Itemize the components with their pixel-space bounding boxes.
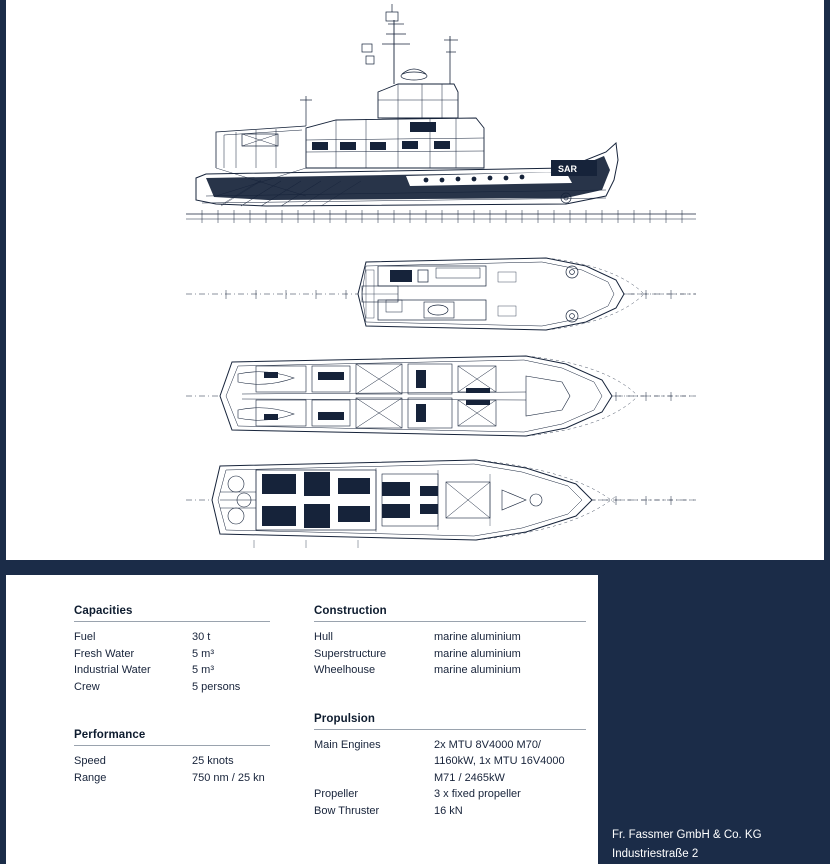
spec-row [74, 770, 274, 787]
heading-rule [314, 621, 586, 622]
row-label: Wheelhouse [314, 664, 376, 676]
spec-column-left [74, 605, 274, 808]
row-label: Hull [314, 631, 333, 643]
row-label: Superstructure [314, 647, 387, 660]
row-label: Fuel [74, 631, 96, 643]
row-value [434, 737, 584, 787]
company-name: Fr. Fassmer GmbH & Co. KG [612, 829, 762, 841]
heading-rule [74, 621, 270, 622]
row-label: Crew [74, 680, 100, 693]
company-street: Industriestraße 2 [612, 848, 699, 860]
row-value-line: 2x MTU 8V4000 M70/ [434, 738, 541, 751]
spec-row [74, 629, 274, 646]
row-value: marine aluminium [434, 647, 521, 660]
deck-plan-upper [186, 258, 696, 330]
row-value-line: M71 / 2465kW [434, 771, 505, 784]
row-value: marine aluminium [434, 664, 521, 676]
spec-row [314, 786, 584, 803]
row-label: Propeller [314, 788, 359, 800]
capacities-heading: Capacities [74, 605, 133, 617]
spec-row [74, 679, 274, 696]
row-value: 750 nm / 25 kn [192, 771, 265, 784]
row-value: 5 m³ [192, 647, 214, 660]
spec-row [74, 753, 274, 770]
deck-plan-main [186, 356, 696, 436]
row-value: 3 x fixed propeller [434, 788, 521, 800]
spec-column-right [314, 605, 584, 841]
spec-block-capacities [74, 605, 274, 695]
spec-row [314, 737, 584, 787]
vessel-drawing [6, 0, 824, 560]
spec-row [314, 662, 584, 679]
deck-plan-lower [186, 460, 696, 548]
row-label: Main Engines [314, 738, 381, 751]
row-value: 30 t [192, 631, 211, 643]
spec-block-propulsion [314, 713, 584, 820]
specification-panel [6, 575, 598, 864]
row-label: Range [74, 771, 107, 784]
vessel-drawing-svg [6, 0, 824, 560]
row-label: Speed [74, 755, 106, 767]
profile-view [186, 4, 696, 223]
row-label: Industrial Water [74, 664, 151, 676]
propulsion-heading: Propulsion [314, 712, 376, 725]
row-value-line: 1160kW, 1x MTU 16V4000 [434, 755, 565, 767]
spec-row [74, 662, 274, 679]
row-value: 5 m³ [192, 664, 214, 676]
spec-row [314, 629, 584, 646]
performance-heading: Performance [74, 729, 146, 741]
spec-block-construction [314, 605, 584, 679]
spec-row [314, 803, 584, 820]
spec-row [314, 646, 584, 663]
footer-address [612, 826, 824, 864]
row-value: 16 kN [434, 804, 463, 817]
row-label: Fresh Water [74, 647, 135, 660]
heading-rule [74, 745, 270, 746]
heading-rule [314, 729, 586, 730]
row-label: Bow Thruster [314, 804, 380, 817]
construction-heading: Construction [314, 605, 387, 617]
spec-row [74, 646, 274, 663]
row-value: 25 knots [192, 755, 234, 767]
svg-text:SAR: SAR [558, 164, 578, 174]
spec-block-performance [74, 729, 274, 786]
row-value: 5 persons [192, 680, 241, 693]
row-value: marine aluminium [434, 631, 521, 643]
